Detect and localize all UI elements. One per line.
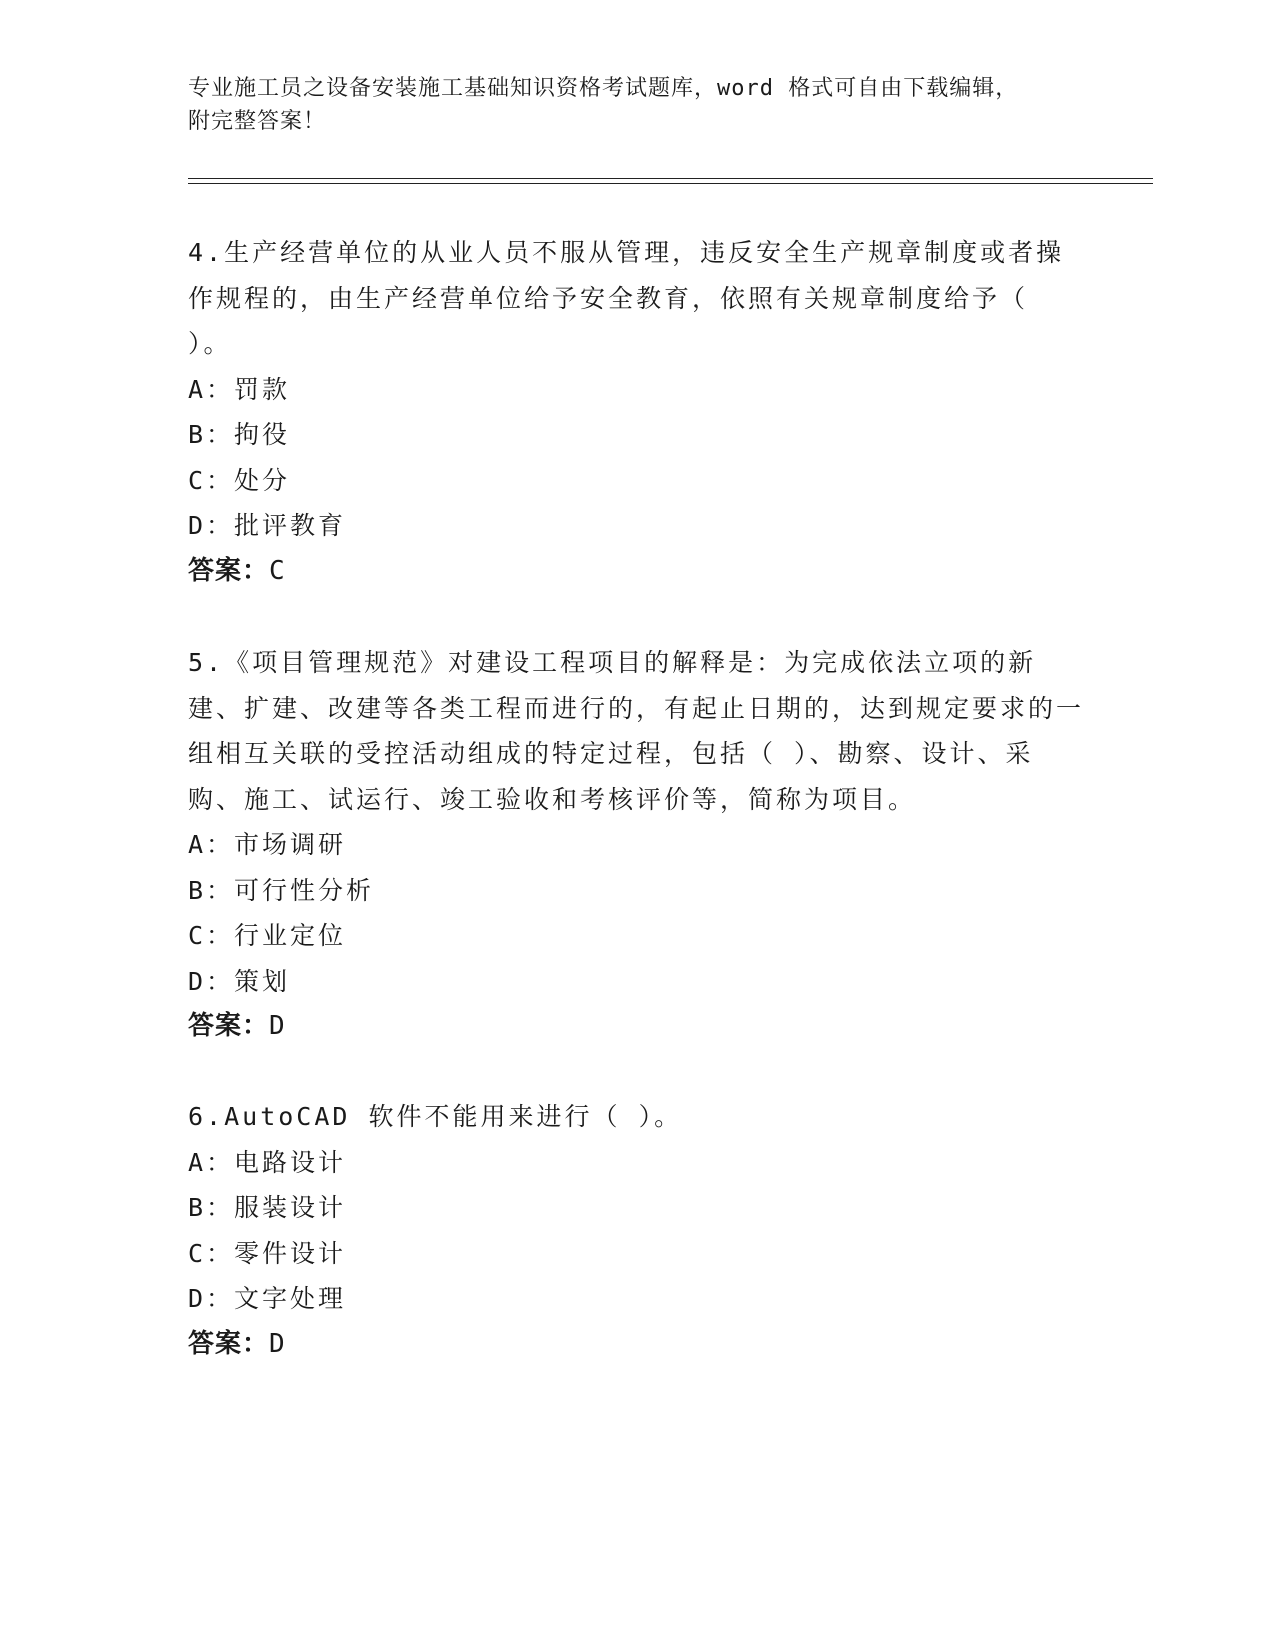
option-b: B：服装设计 [188, 1193, 347, 1222]
answer-line [188, 549, 1088, 595]
question-stem: 6.AutoCAD 软件不能用来进行（ ）。 [188, 1102, 683, 1131]
answer-value: D [269, 1011, 286, 1041]
option-d: D：文字处理 [188, 1284, 347, 1313]
question-4 [188, 230, 1088, 594]
answer-label: 答案： [188, 1328, 270, 1359]
question-6 [188, 1094, 1088, 1367]
option-a: A：市场调研 [188, 830, 347, 859]
answer-line [188, 1004, 1088, 1050]
header-line-2: 附完整答案！ [188, 109, 327, 134]
option-b: B：拘役 [188, 420, 291, 449]
question-5 [188, 640, 1088, 1050]
answer-label: 答案： [188, 1011, 270, 1041]
answer-value: D [269, 1328, 286, 1359]
header-line-1: 专业施工员之设备安装施工基础知识资格考试题库，word 格式可自由下载编辑， [188, 76, 1019, 101]
option-b: B：可行性分析 [188, 875, 375, 905]
answer-value: C [269, 555, 286, 586]
question-stem: 4.生产经营单位的从业人员不服从管理，违反安全生产规章制度或者操作规程的，由生产经营单位给予安全教育，依照有关规章制度给予（ ）。 [188, 238, 1065, 358]
document-header [188, 72, 1088, 138]
option-c: C：行业定位 [188, 921, 347, 950]
option-c: C：处分 [188, 465, 291, 495]
answer-line [188, 1322, 1088, 1368]
answer-label: 答案： [188, 555, 270, 586]
header-divider-bottom [188, 183, 1153, 184]
option-d: D：策划 [188, 966, 291, 996]
option-c: C：零件设计 [188, 1238, 347, 1268]
option-d: D：批评教育 [188, 511, 347, 540]
header-divider-top [188, 178, 1153, 179]
option-a: A：罚款 [188, 374, 291, 404]
option-a: A：电路设计 [188, 1147, 347, 1177]
question-stem: 5.《项目管理规范》对建设工程项目的解释是：为完成依法立项的新建、扩建、改建等各类工程而进行的，有起止日期的，达到规定要求的一组相互关联的受控活动组成的特定过程，包括（ ）、勘察、设计、采购、施工、试运行、竣工验收和考核评价等，简称为项目。 [188, 648, 1085, 814]
